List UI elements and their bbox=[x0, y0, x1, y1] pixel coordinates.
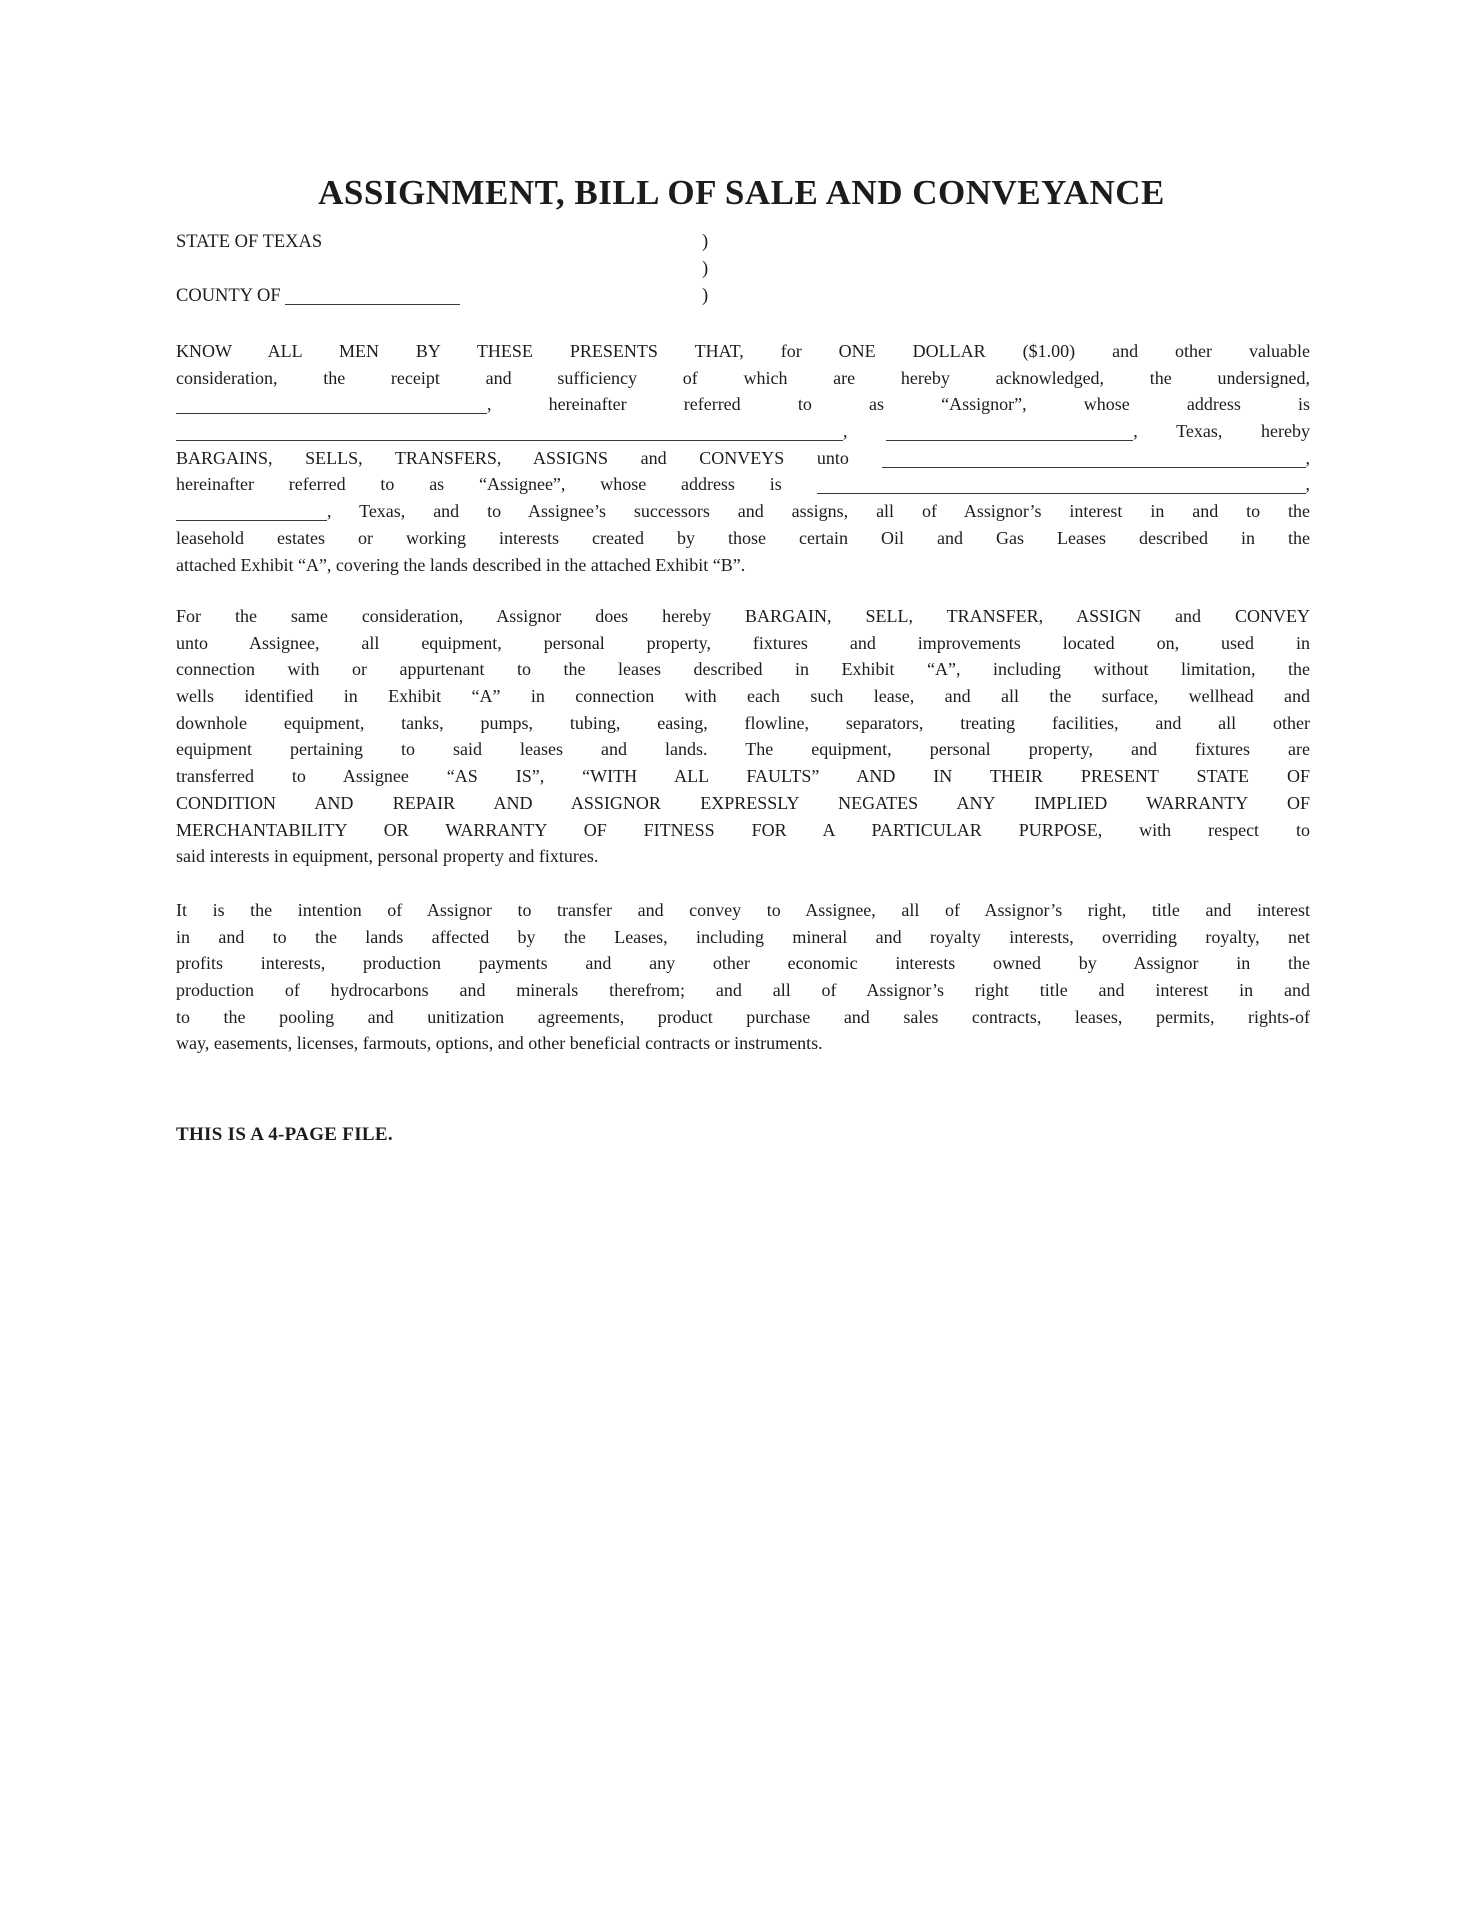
p1-line-4: , , Texas, hereby bbox=[176, 418, 1310, 445]
venue-row-county bbox=[176, 283, 1310, 310]
page-count-note: THIS IS A 4-PAGE FILE. bbox=[176, 1124, 393, 1145]
p3-line-4: production of hydrocarbons and minerals therefrom; and all of Assignor’s right title and interest in and bbox=[176, 980, 1310, 1001]
p2-line-2: unto Assignee, all equipment, personal property, fixtures and improvements located on, used in bbox=[176, 632, 1310, 653]
assignee-name-blank bbox=[882, 451, 1306, 468]
p1-line-9: attached Exhibit “A”, covering the lands described in the attached Exhibit “B”. bbox=[176, 554, 746, 575]
state-label: STATE OF TEXAS bbox=[176, 232, 323, 252]
p2-line-9: MERCHANTABILITY OR WARRANTY OF FITNESS FOR A PARTICULAR PURPOSE, with respect to bbox=[176, 819, 1310, 840]
p3-line-3: profits interests, production payments and any other economic interests owned by Assignor in the bbox=[176, 953, 1310, 974]
p2-line-7: transferred to Assignee “AS IS”, “WITH ALL FAULTS” AND IN THEIR PRESENT STATE OF bbox=[176, 766, 1310, 787]
p2-line-10: said interests in equipment, personal property and fixtures. bbox=[176, 846, 599, 867]
venue-row-middle bbox=[176, 256, 1310, 283]
p3-line-2: in and to the lands affected by the Leases, including mineral and royalty interests, overriding royalty, net bbox=[176, 926, 1310, 947]
p1-line-2: consideration, the receipt and sufficiency of which are hereby acknowledged, the undersigned, bbox=[176, 367, 1310, 388]
assignor-city-blank bbox=[886, 424, 1133, 441]
county-label: COUNTY OF bbox=[176, 286, 281, 306]
paren-mark: ) bbox=[702, 286, 709, 306]
p1-line-8: leasehold estates or working interests created by those certain Oil and Gas Leases described in the bbox=[176, 527, 1310, 548]
county-blank-field bbox=[285, 288, 460, 305]
p2-line-6: equipment pertaining to said leases and lands. The equipment, personal property, and fixtures are bbox=[176, 739, 1310, 760]
p2-line-1: For the same consideration, Assignor does hereby BARGAIN, SELL, TRANSFER, ASSIGN and CONVEY bbox=[176, 606, 1310, 626]
assignor-address-blank bbox=[176, 424, 843, 441]
p3-line-1: It is the intention of Assignor to transfer and convey to Assignee, all of Assignor’s right, title and interest bbox=[176, 900, 1310, 920]
p2-line-5: downhole equipment, tanks, pumps, tubing, easing, flowline, separators, treating facilities, and all other bbox=[176, 712, 1310, 733]
p3-line-5: to the pooling and unitization agreements, product purchase and sales contracts, leases, permits, rights-of bbox=[176, 1006, 1310, 1027]
assignee-address-blank bbox=[817, 477, 1306, 494]
p3-line-6: way, easements, licenses, farmouts, options, and other beneficial contracts or instruments. bbox=[176, 1033, 823, 1054]
document-title: ASSIGNMENT, BILL OF SALE AND CONVEYANCE bbox=[318, 173, 1165, 212]
paren-mark: ) bbox=[702, 232, 709, 252]
venue-row-state bbox=[176, 229, 1310, 256]
paragraph-granting bbox=[176, 338, 1310, 578]
p1-line-5: BARGAINS, SELLS, TRANSFERS, ASSIGNS and CONVEYS unto , bbox=[176, 447, 1310, 468]
p1-line-7: , Texas, and to Assignee’s successors and assigns, all of Assignor’s interest in and to the bbox=[176, 498, 1310, 525]
p1-line-1: KNOW ALL MEN BY THESE PRESENTS THAT, for ONE DOLLAR ($1.00) and other valuable bbox=[176, 341, 1310, 361]
venue-block bbox=[176, 229, 1310, 310]
assignee-city-blank bbox=[176, 504, 327, 521]
paragraph-intention bbox=[176, 897, 1310, 1057]
p2-line-8: CONDITION AND REPAIR AND ASSIGNOR EXPRESSLY NEGATES ANY IMPLIED WARRANTY OF bbox=[176, 792, 1310, 813]
p2-line-4: wells identified in Exhibit “A” in connection with each such lease, and all the surface, wellhead and bbox=[176, 686, 1310, 707]
paren-mark: ) bbox=[702, 259, 709, 279]
p2-line-3: connection with or appurtenant to the leases described in Exhibit “A”, including without limitation, the bbox=[176, 659, 1310, 680]
paragraph-equipment bbox=[176, 603, 1310, 870]
assignor-name-blank bbox=[176, 397, 487, 414]
p1-line-3: , hereinafter referred to as “Assignor”, whose address is bbox=[176, 391, 1310, 418]
p1-line-6: hereinafter referred to as “Assignee”, whose address is , bbox=[176, 474, 1310, 495]
